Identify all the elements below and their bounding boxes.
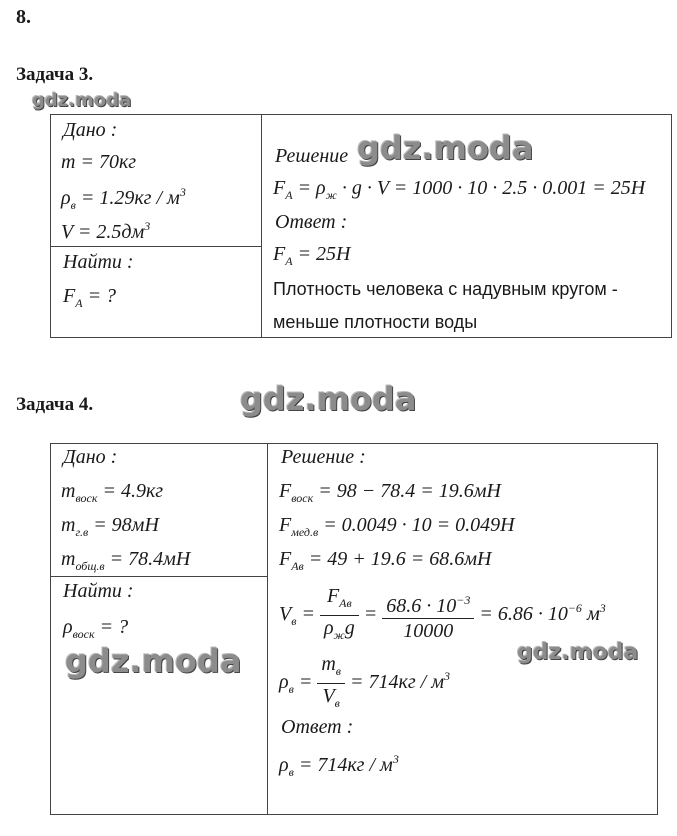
watermark-large: gdz.moda — [240, 380, 417, 418]
task4-given-label: Дано : — [63, 446, 118, 468]
task3-given-mass: m = 70кг — [61, 151, 137, 173]
task3-find: $F_A$ = ? — [63, 285, 117, 310]
task4-answer: $\rho_в = 714кг / м^3$ — [279, 752, 399, 779]
task3-formula: $F_A = \rho_ж \cdot g \cdot V = 1000 \cdot 10 \cdot 2.5 \cdot 0.001 = 25H$ — [273, 177, 646, 202]
task4-given-wax-mass: $m_{воск} = 4.9кг$ — [61, 480, 164, 505]
task4-line-buoyant-total: $F_{Ав} = 49 + 19.6 = 68.6мН$ — [279, 548, 492, 573]
watermark-large: gdz.moda — [357, 129, 534, 167]
watermark-small: gdz.moda — [32, 90, 132, 111]
task3-table — [50, 114, 672, 338]
task3-given-density: $\rho_в = 1.29кг / м^3$ — [61, 185, 186, 212]
task4-volume-equation: $V_в$ = $\frac{F_{Ав}}{\rho_жg}$ = $\frac{68.6 \cdot 10^{-3}}{10000}$ = $6.86 \cdot 10^{-6}$ $м^3$ — [279, 584, 606, 647]
task4-solution-label: Решение : — [281, 446, 366, 468]
fraction: $\frac{F_{Ав}}{\rho_жg}$ — [320, 584, 359, 647]
task3-find-label: Найти : — [63, 251, 134, 273]
task4-line-buoyant-copper: $F_{мед.в} = 0.0049 \cdot 10 = 0.049Н$ — [279, 514, 515, 539]
task4-find: $\rho_{воск}$ = ? — [63, 616, 129, 641]
task3-solution-label: Решение — [275, 145, 349, 167]
watermark-large: gdz.moda — [65, 642, 242, 680]
task3-conclusion-line1: Плотность человека с надувным кругом - — [273, 279, 618, 299]
exercise-number: 8. — [16, 6, 31, 28]
task4-row-divider — [51, 576, 267, 577]
task3-column-divider — [261, 115, 262, 337]
task3-conclusion-line2: меньше плотности воды — [273, 312, 478, 332]
task3-answer: $F_A = 25H$ — [273, 243, 351, 268]
watermark-medium: gdz.moda — [517, 640, 639, 665]
task3-title: Задача 3. — [16, 64, 94, 85]
task4-density-equation: $\rho_в$ = $\frac{m_в}{V_в}$ = $714кг / м^3$ — [279, 652, 450, 715]
task4-given-weight-water: $m_{общ.в} = 78.4мН$ — [61, 548, 191, 573]
task4-title: Задача 4. — [16, 394, 94, 415]
task3-given-label: Дано : — [63, 119, 118, 141]
task4-answer-label: Ответ : — [281, 716, 354, 738]
task4-given-weight-air: $m_{г.в} = 98мН$ — [61, 514, 159, 539]
task3-row-divider — [51, 246, 261, 247]
task4-line-buoyant-wax: $F_{воск} = 98 - 78.4 = 19.6мН$ — [279, 480, 501, 505]
task3-answer-label: Ответ : — [275, 211, 348, 233]
task3-given-volume: $V = 2.5дм^3$ — [61, 219, 151, 243]
fraction: $\frac{m_в}{V_в}$ — [317, 652, 345, 715]
fraction: $\frac{68.6 \cdot 10^{-3}}{10000}$ — [382, 588, 474, 643]
task4-table — [50, 443, 658, 815]
task4-find-label: Найти : — [63, 580, 134, 602]
task4-column-divider — [267, 444, 268, 814]
